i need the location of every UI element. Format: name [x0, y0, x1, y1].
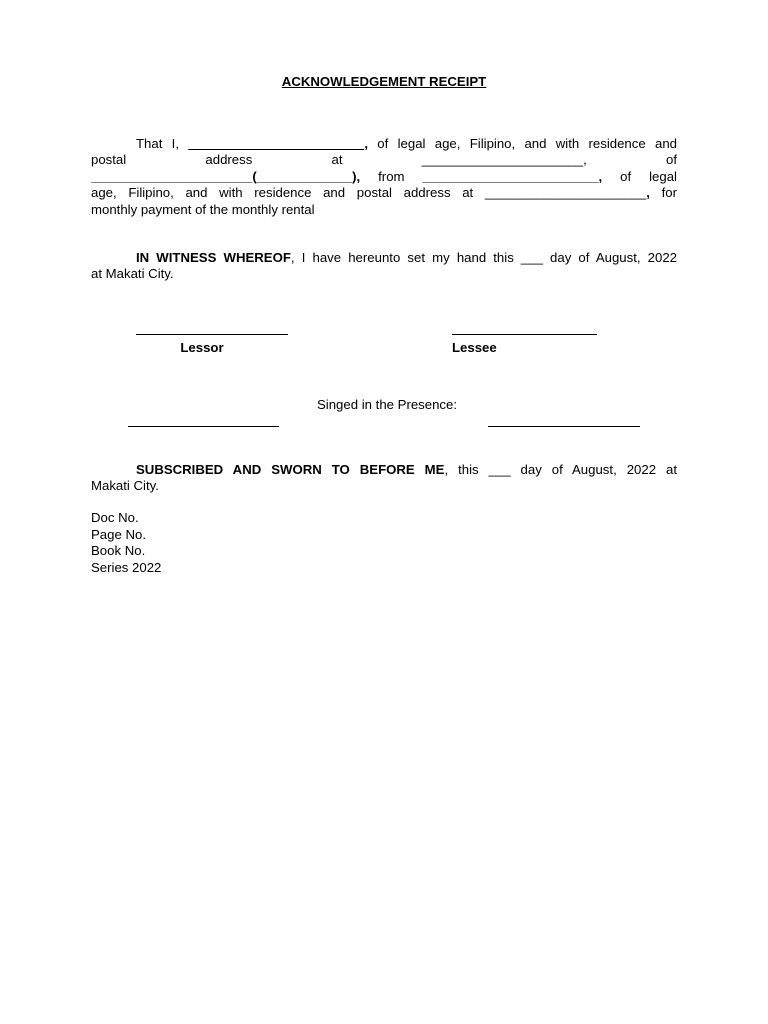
doc-no: Doc No. — [91, 510, 139, 525]
series: Series 2022 — [91, 559, 162, 575]
lessor-signature-line — [136, 334, 288, 335]
name-blank: ________________________, — [188, 136, 368, 151]
paragraph-line-4: age, Filipino, and with residence and postal address at ______________________, for — [91, 185, 677, 201]
book-no: Book No. — [91, 543, 146, 559]
witness-2-line — [488, 426, 640, 427]
presence-label: Singed in the Presence: — [317, 397, 458, 412]
jurat-paragraph — [91, 462, 677, 495]
paragraph-line-2: postal address at ______________________, of — [91, 152, 677, 168]
notarial-details — [91, 510, 161, 576]
lessee-label: Lessee — [452, 340, 497, 355]
lessor-name-blank: ________________________, — [422, 168, 603, 184]
lessor-label: Lessor — [180, 340, 224, 355]
page-no: Page No. — [91, 526, 146, 542]
paragraph-line-3: ______________________(_____________), from ________________________, of legal — [91, 168, 677, 184]
paragraph-line-5: monthly payment of the monthly rental — [91, 201, 315, 217]
lessee-signature-line — [452, 334, 597, 335]
address-blank: ______________________(_____________), — [91, 168, 361, 184]
witness-1-line — [128, 426, 279, 427]
lessor-signature — [136, 334, 288, 356]
jurat-line-2: Makati City. — [91, 478, 159, 494]
witness-line-1: IN WITNESS WHEREOF, I have hereunto set my hand this ___ day of August, 2022 — [136, 250, 678, 265]
witness-paragraph — [91, 250, 677, 283]
paragraph-line-1: That I, ________________________, of legal age, Filipino, and with residence and — [136, 136, 677, 151]
witness-line-2: at Makati City. — [91, 266, 174, 282]
acknowledgement-paragraph — [91, 136, 677, 218]
document-title: ACKNOWLEDGEMENT RECEIPT — [281, 74, 487, 89]
lessee-signature — [452, 334, 597, 356]
jurat-line-1: SUBSCRIBED AND SWORN TO BEFORE ME, this ___ day of August, 2022 at — [136, 462, 677, 477]
